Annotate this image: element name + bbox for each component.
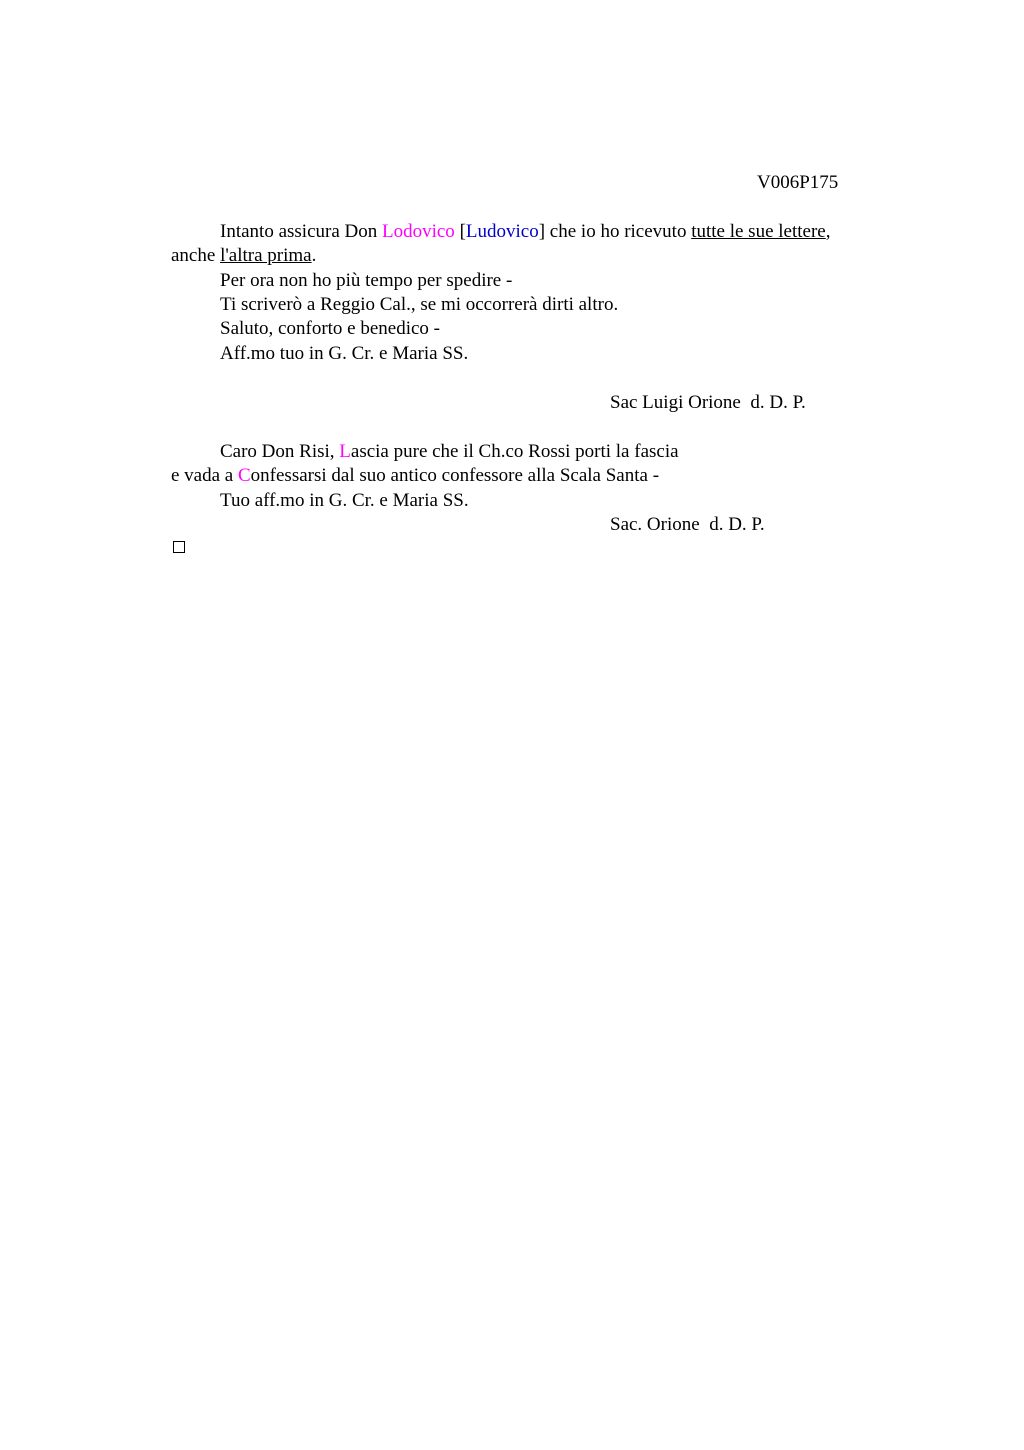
letter1-line1 xyxy=(220,220,830,244)
letter2-line3: Tuo aff.mo in G. Cr. e Maria SS. xyxy=(220,490,469,511)
empty-square-icon xyxy=(173,541,185,553)
underlined-text: l'altra prima xyxy=(220,245,312,266)
page-id: V006P175 xyxy=(757,172,839,193)
underlined-text: tutte le sue lettere xyxy=(691,221,826,242)
letter2-line1 xyxy=(220,440,679,464)
letter1-line2 xyxy=(171,244,316,268)
normalized-spelling: Ludovico xyxy=(465,221,539,242)
text-segment: e vada a xyxy=(171,465,238,486)
original-spelling: L xyxy=(339,441,351,462)
letter1-line6: Aff.mo tuo in G. Cr. e Maria SS. xyxy=(220,343,469,364)
text-segment: [ xyxy=(454,221,466,242)
text-segment: ascia pure che il Ch.co Rossi porti la fascia xyxy=(350,441,679,462)
text-segment: Intanto assicura Don xyxy=(220,221,382,242)
letter2-signature: Sac. Orione d. D. P. xyxy=(610,514,765,535)
letter1-signature: Sac Luigi Orione d. D. P. xyxy=(610,392,806,413)
text-segment: , xyxy=(825,221,831,242)
text-segment: . xyxy=(311,245,317,266)
original-spelling: Lodovico xyxy=(381,221,455,242)
original-spelling: C xyxy=(237,465,251,486)
letter1-line5: Saluto, conforto e benedico - xyxy=(220,318,441,339)
text-segment: anche xyxy=(171,245,221,266)
text-segment: onfessarsi dal suo antico confessore alla Scala Santa - xyxy=(250,465,660,486)
text-segment: ] che io ho ricevuto xyxy=(538,221,692,242)
letter2-line2 xyxy=(171,464,659,488)
text-segment: Caro Don Risi, xyxy=(220,441,340,462)
letter1-line3: Per ora non ho più tempo per spedire - xyxy=(220,270,513,291)
letter1-line4: Ti scriverò a Reggio Cal., se mi occorrerà dirti altro. xyxy=(220,294,619,315)
